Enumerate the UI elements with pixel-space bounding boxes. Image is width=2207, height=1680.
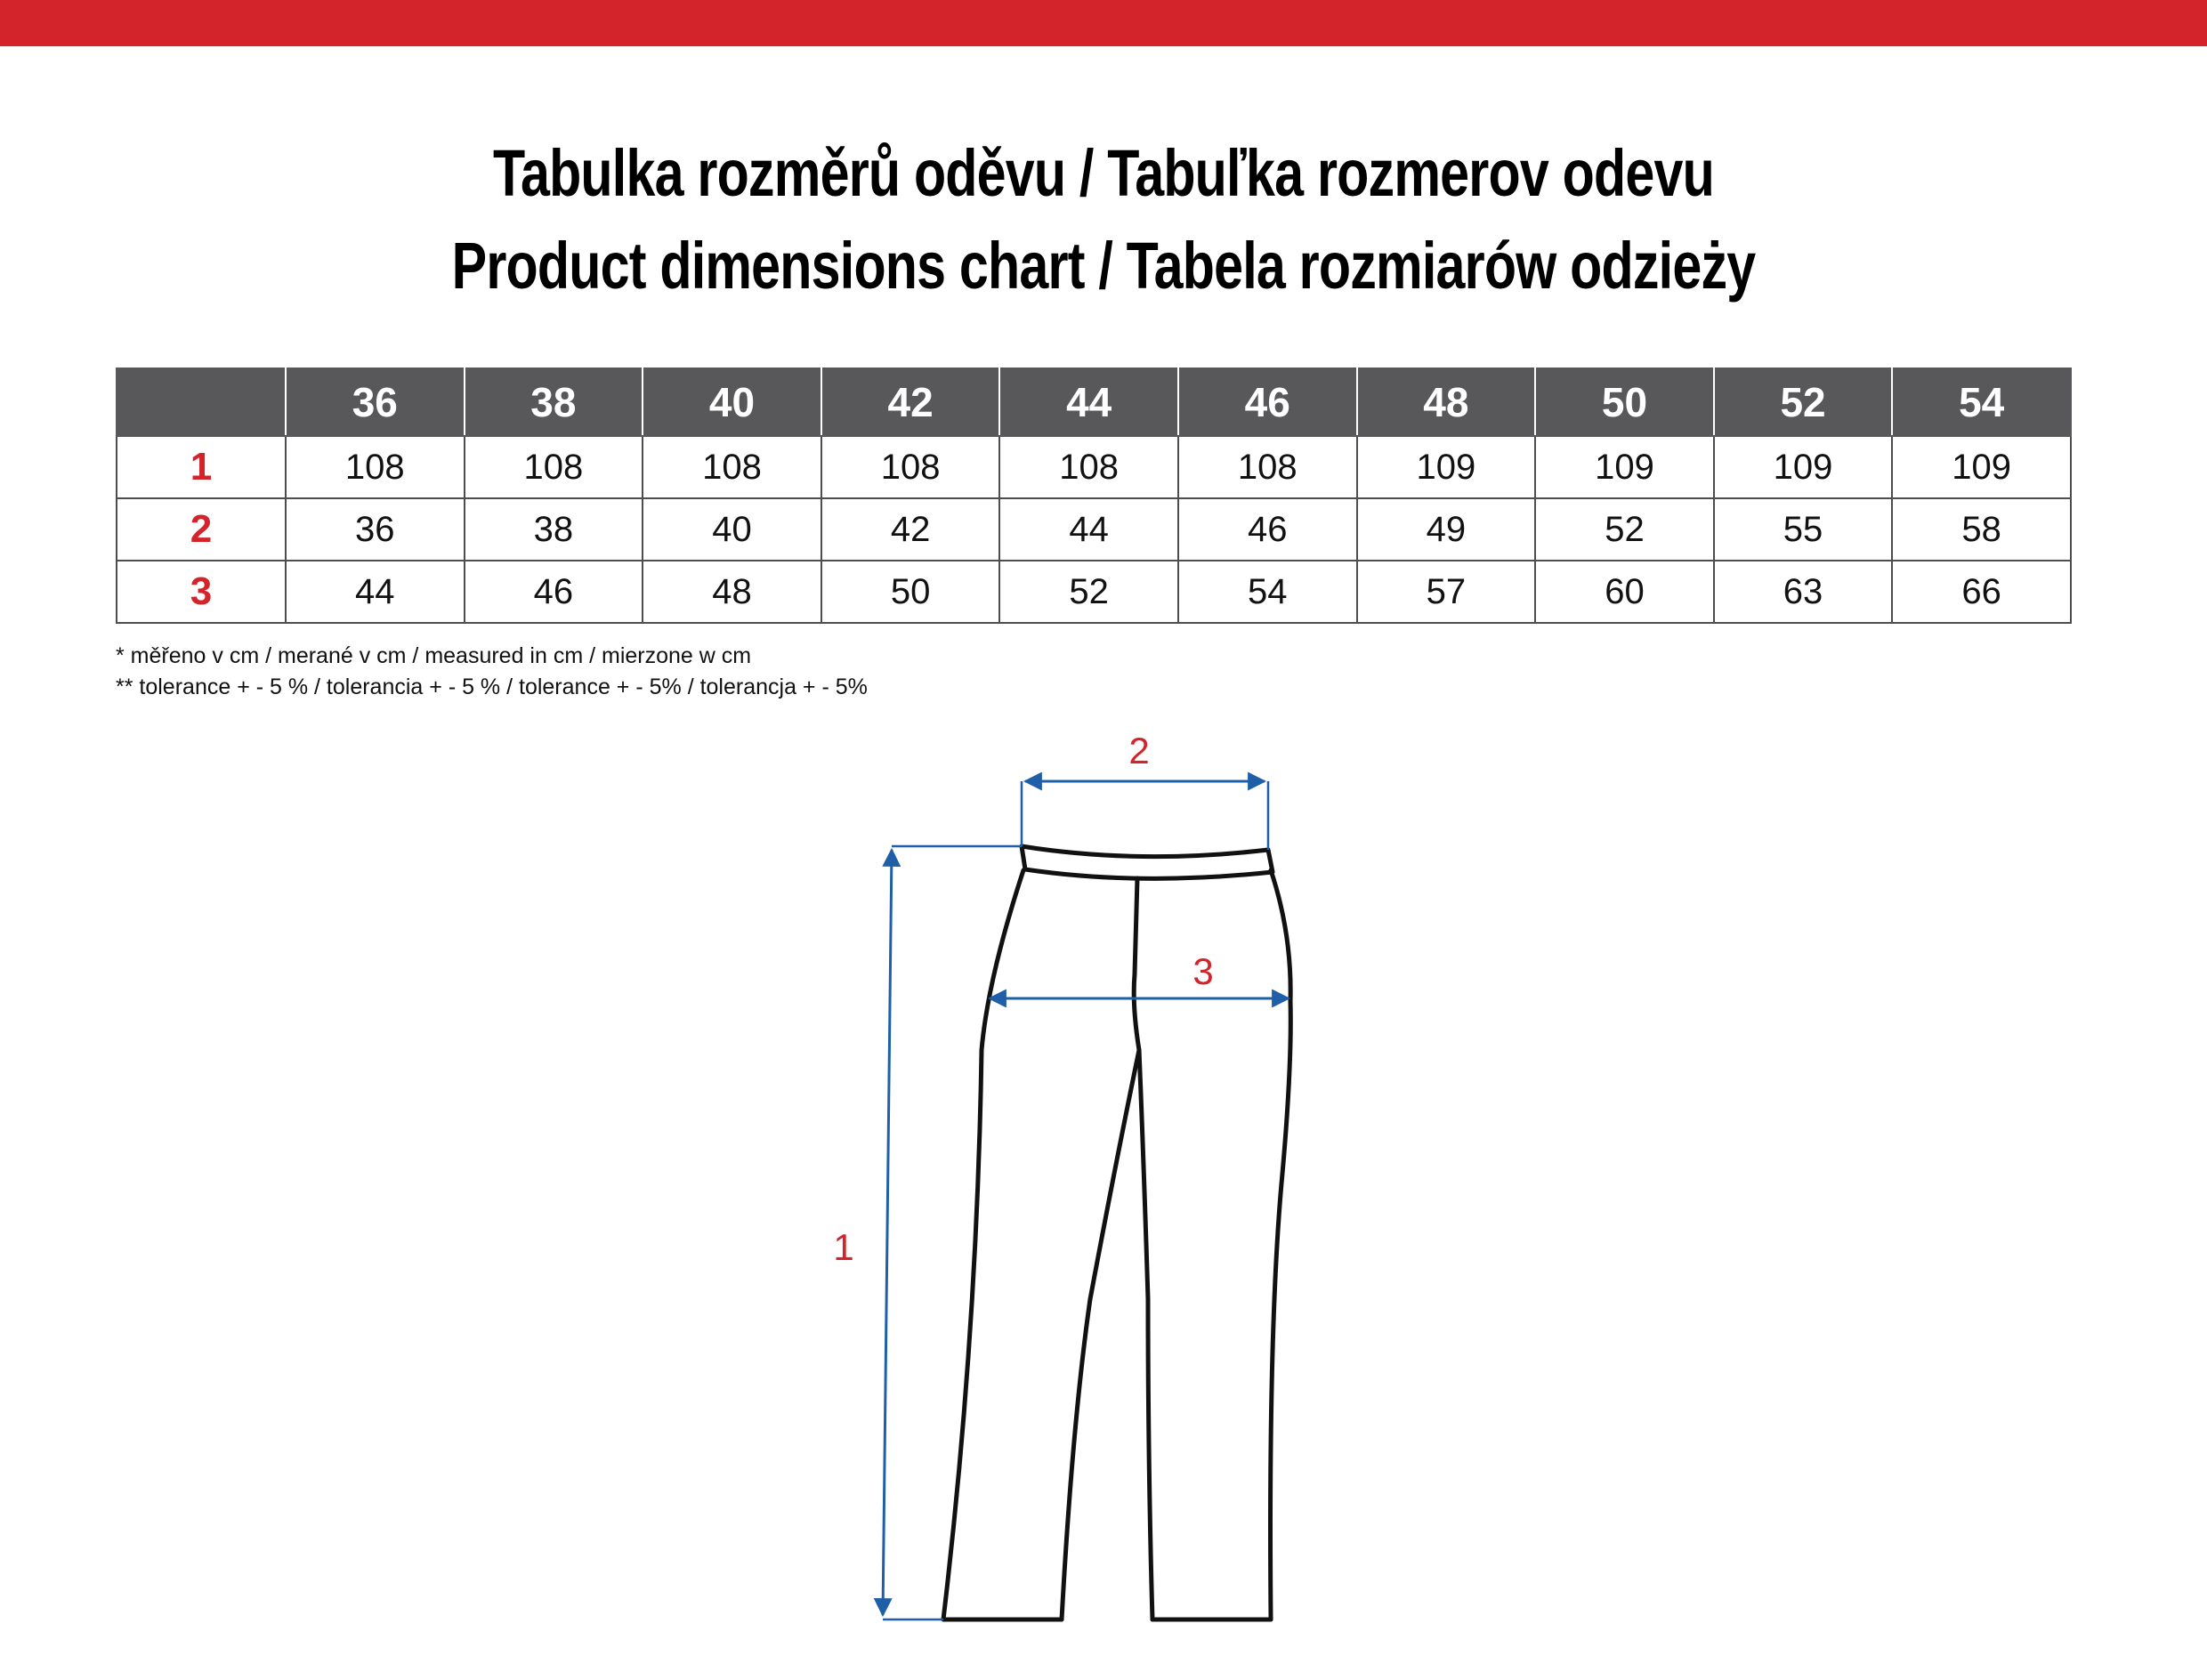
table-cell: 108 — [286, 436, 465, 498]
size-header-cell: 36 — [286, 368, 465, 436]
dimension-label-1: 1 — [833, 1226, 854, 1268]
table-cell: 108 — [821, 436, 1000, 498]
size-header-cell: 40 — [643, 368, 821, 436]
table-cell: 55 — [1714, 498, 1893, 561]
table-cell: 52 — [999, 561, 1178, 623]
table-cell: 108 — [643, 436, 821, 498]
measurement-unit-note: * měřeno v cm / merané v cm / measured in cm / mierzone w cm — [116, 643, 752, 668]
waistband — [1022, 846, 1273, 878]
trousers-outline — [943, 846, 1290, 1619]
table-cell: 60 — [1535, 561, 1714, 623]
table-cell: 42 — [821, 498, 1000, 561]
row-label-cell: 2 — [117, 498, 286, 561]
size-header-cell: 54 — [1892, 368, 2071, 436]
size-header-cell: 46 — [1178, 368, 1357, 436]
dimension-label-3: 3 — [1192, 950, 1214, 992]
left-leg-inner-seam — [1062, 1050, 1139, 1619]
left-leg-outer-seam — [943, 870, 1023, 1619]
table-cell: 109 — [1357, 436, 1536, 498]
table-cell: 108 — [999, 436, 1178, 498]
page-title-line-2: Product dimensions chart / Tabela rozmiarów odzieży — [451, 229, 1756, 303]
row-label-cell: 1 — [117, 436, 286, 498]
size-header-cell: 44 — [999, 368, 1178, 436]
waist-dimension — [1022, 730, 1268, 850]
table-cell: 54 — [1178, 561, 1357, 623]
length-dimension — [833, 846, 1022, 1619]
table-cell: 44 — [286, 561, 465, 623]
table-cell: 36 — [286, 498, 465, 561]
size-header-cell: 38 — [465, 368, 643, 436]
table-cell: 108 — [465, 436, 643, 498]
table-cell: 63 — [1714, 561, 1893, 623]
table-cell: 38 — [465, 498, 643, 561]
table-cell: 109 — [1714, 436, 1893, 498]
table-cell: 57 — [1357, 561, 1536, 623]
right-leg-outer-seam — [1271, 870, 1291, 1619]
row-label-cell: 3 — [117, 561, 286, 623]
size-header-cell: 42 — [821, 368, 1000, 436]
table-cell: 49 — [1357, 498, 1536, 561]
table-cell: 58 — [1892, 498, 2071, 561]
table-cell: 40 — [643, 498, 821, 561]
table-cell: 109 — [1535, 436, 1714, 498]
page-title-line-1: Tabulka rozměrů oděvu / Tabuľka rozmerov odevu — [492, 136, 1715, 210]
dimension-label-2: 2 — [1128, 730, 1150, 771]
table-cell: 66 — [1892, 561, 2071, 623]
table-cell: 46 — [465, 561, 643, 623]
table-cell: 109 — [1892, 436, 2071, 498]
tolerance-note: ** tolerance + - 5 % / tolerancia + - 5 % / tolerance + - 5% / tolerancja + - 5% — [116, 674, 868, 699]
table-cell: 48 — [643, 561, 821, 623]
table-cell: 108 — [1178, 436, 1357, 498]
right-leg-inner-seam — [1139, 1050, 1152, 1619]
size-header-cell: 50 — [1535, 368, 1714, 436]
size-header-cell: 52 — [1714, 368, 1893, 436]
fly-seam — [1134, 878, 1139, 1050]
table-cell: 52 — [1535, 498, 1714, 561]
table-cell: 46 — [1178, 498, 1357, 561]
table-cell: 50 — [821, 561, 1000, 623]
hip-dimension — [990, 950, 1289, 998]
table-cell: 44 — [999, 498, 1178, 561]
size-header-cell: 48 — [1357, 368, 1536, 436]
